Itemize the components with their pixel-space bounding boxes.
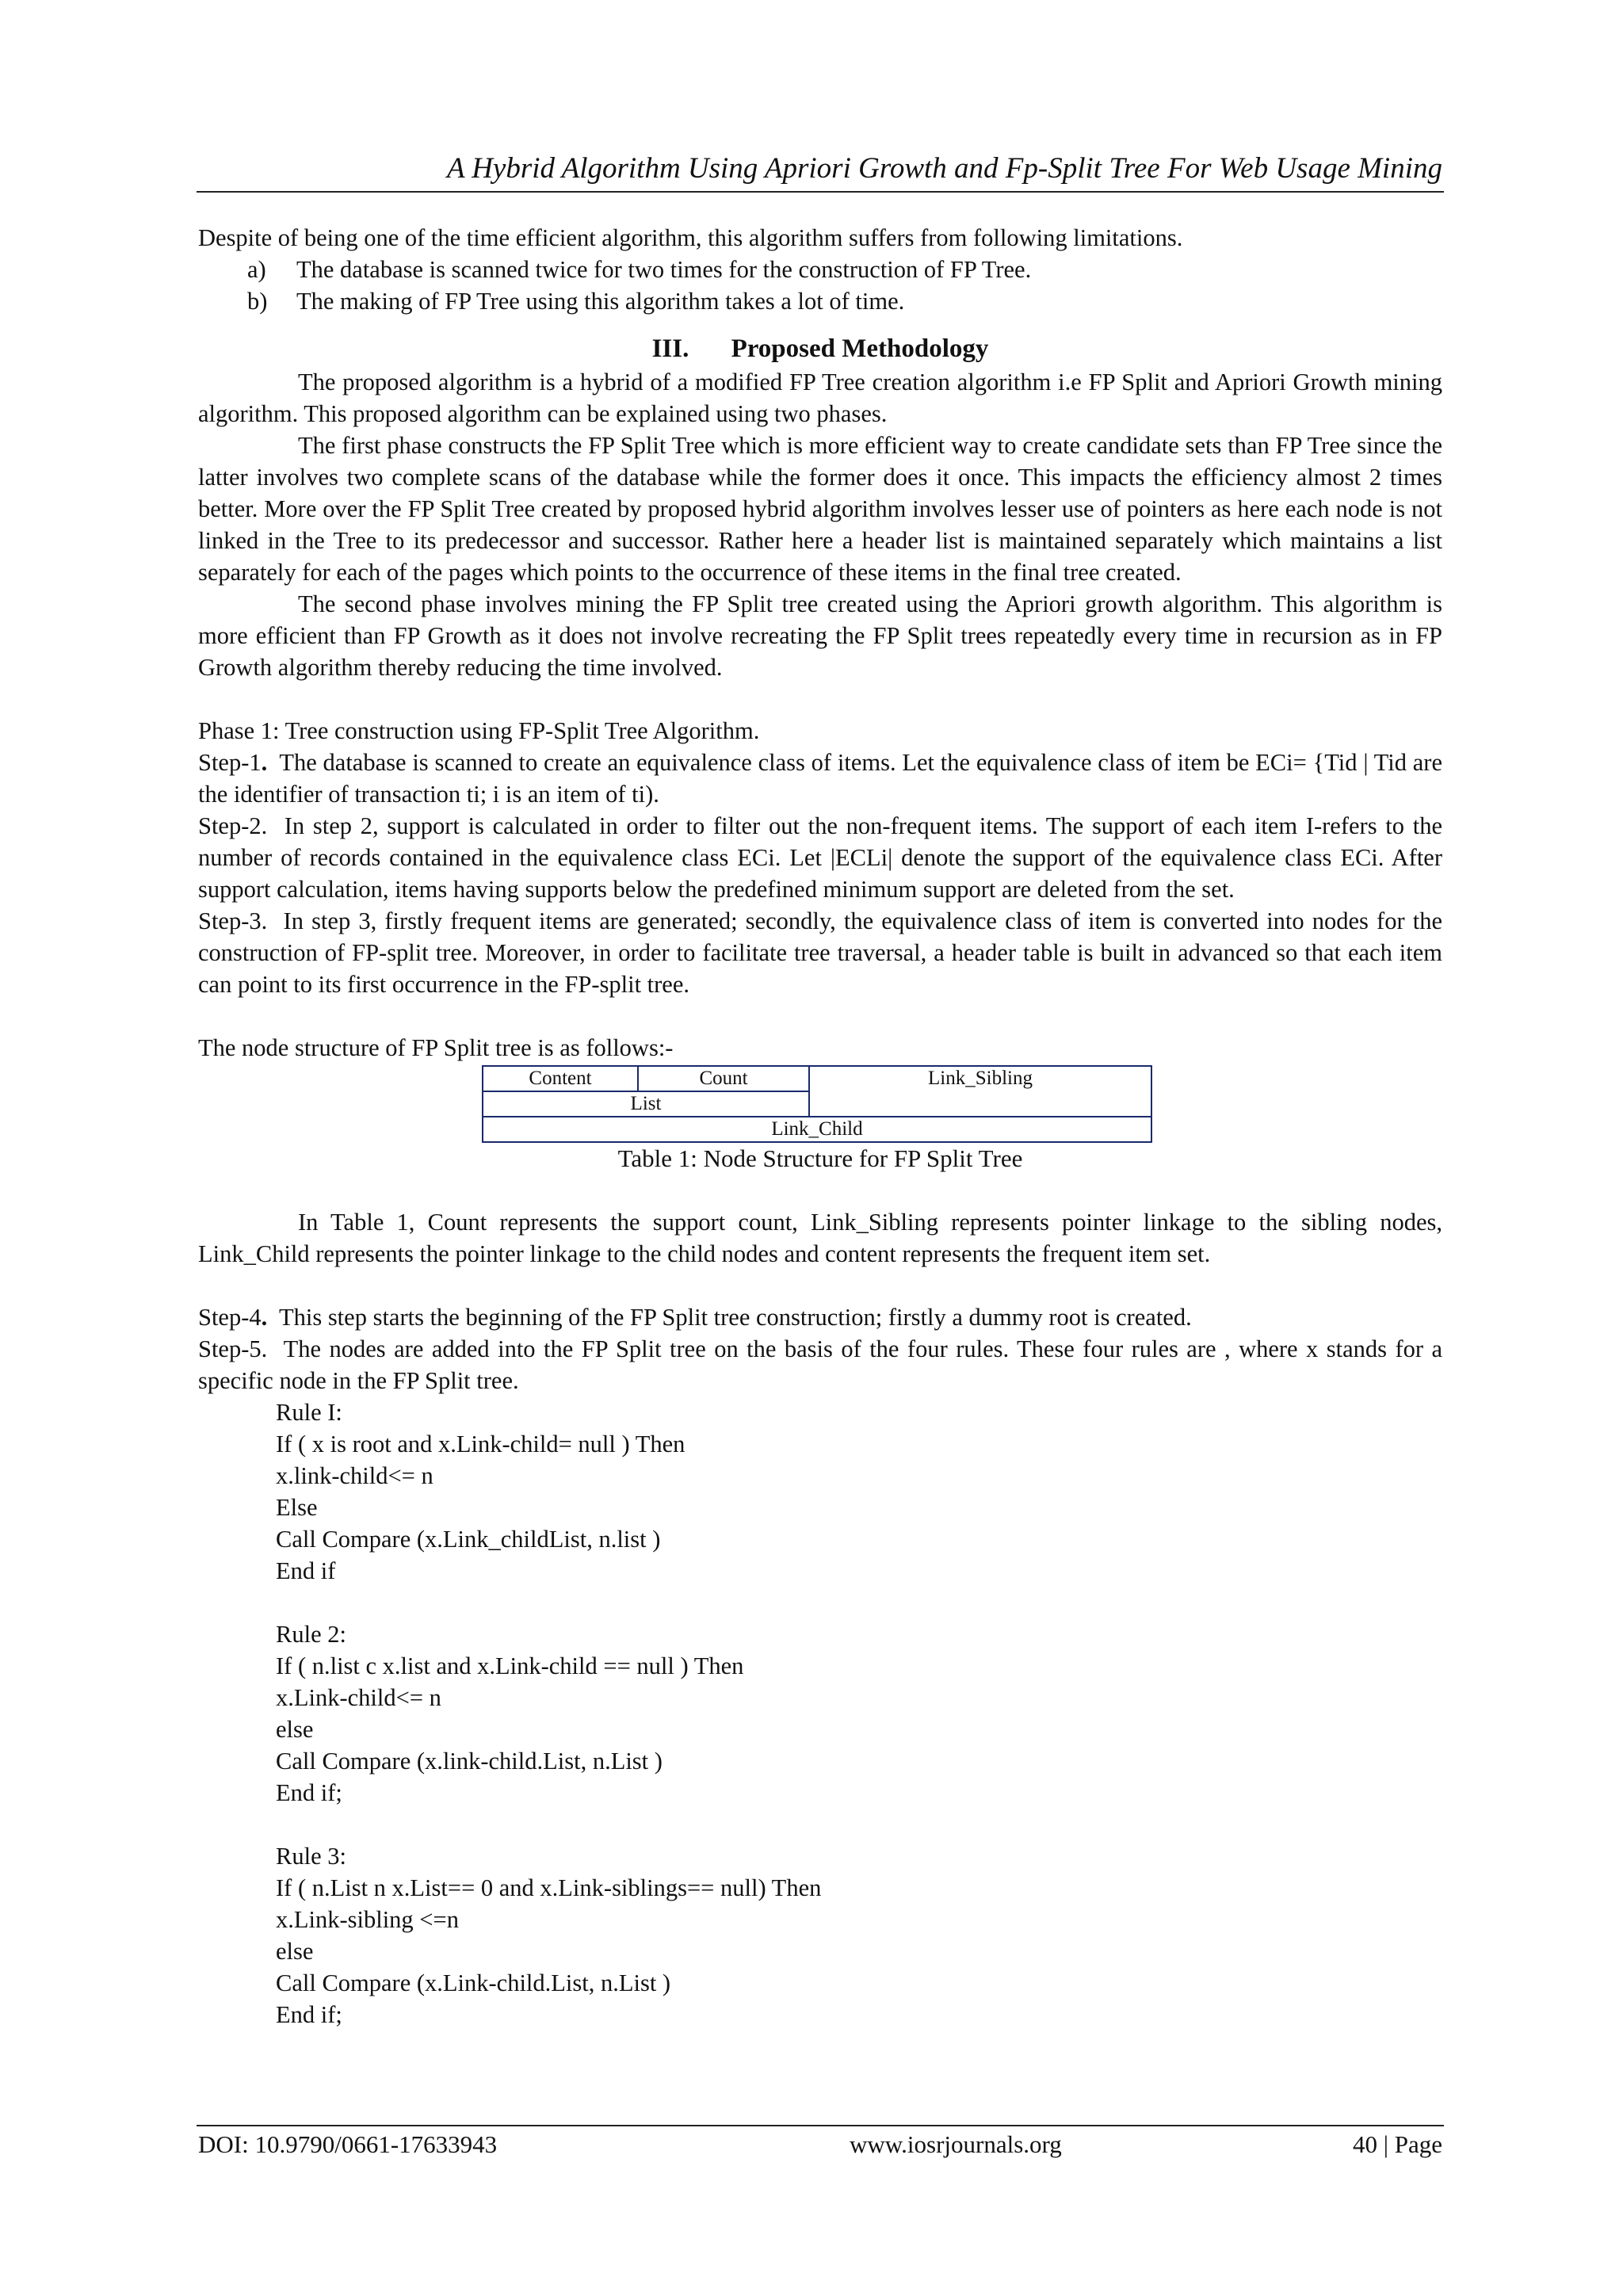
code-line: End if; — [276, 2001, 342, 2028]
code-line: Call Compare (x.Link_childList, n.list ) — [276, 1526, 661, 1553]
node-structure-table-wrap — [198, 1064, 1442, 1143]
code-line: x.Link-sibling <=n — [276, 1906, 459, 1933]
step-label: Step-3. — [198, 907, 268, 934]
table-cell: Link_Child — [483, 1117, 1151, 1142]
step-text: In step 2, support is calculated in order to filter out the non-frequent items. The support of each item I-refers to the number of records contained in the equivalence class ECi. Let |ECLi| denote the support of the equivalence class ECi. After support calculation, items having supports below the predefined minimum support are deleted from the set. — [198, 812, 1443, 903]
list-marker: b) — [247, 288, 268, 315]
page-number: 40 | Page — [1353, 2130, 1442, 2158]
step-paragraph — [198, 1333, 1442, 1396]
footer-rule — [197, 2125, 1444, 2126]
spacer — [198, 1587, 1442, 1618]
step-paragraph: Step-4. This step starts the beginning of the FP Split tree construction; firstly a dummy root is created. — [198, 1304, 1192, 1331]
code-line: End if — [276, 1557, 336, 1584]
spacer — [198, 683, 1442, 715]
table-cell: Count — [638, 1066, 809, 1091]
step-label: Step-5. — [198, 1335, 268, 1362]
code-line: If ( n.list c x.list and x.Link-child == null ) Then — [276, 1652, 744, 1679]
step-paragraph — [198, 905, 1442, 1000]
paragraph: The proposed algorithm is a hybrid of a modified FP Tree creation algorithm i.e FP Split and Apriori Growth mining algorithm. This proposed algorithm can be explained using two phases. — [198, 369, 1442, 427]
table-row — [483, 1066, 1151, 1091]
table-cell: Link_Sibling — [809, 1066, 1151, 1117]
table-cell: Content — [483, 1066, 638, 1091]
paragraph: The first phase constructs the FP Split Tree which is more efficient way to create candidate sets than FP Tree since the latter involves two complete scans of the database while the former does it once. This impacts the efficiency almost 2 times better. More over the FP Split Tree created by proposed hybrid algorithm involves lesser use of pointers as here each node is not linked in the Tree to its predecessor and successor. Rather here a header list is maintained separately which maintains a list separately for each of the pages which points to the occurrence of these items in the final tree created. — [198, 432, 1442, 586]
intro-paragraph: Despite of being one of the time efficient algorithm, this algorithm suffers from following limitations. — [198, 224, 1183, 251]
spacer — [198, 1809, 1442, 1840]
code-line: x.link-child<= n — [276, 1462, 433, 1489]
list-marker: a) — [247, 256, 266, 283]
code-line: else — [276, 1938, 314, 1965]
code-line: Call Compare (x.link-child.List, n.List ) — [276, 1748, 663, 1775]
step-label: Step-4 — [198, 1304, 262, 1331]
table-caption: Table 1: Node Structure for FP Split Tree — [617, 1144, 1023, 1172]
rule-block — [198, 1618, 1442, 1809]
spacer — [198, 1270, 1442, 1301]
section-heading — [198, 331, 1442, 366]
step-label: Step-1 — [198, 749, 262, 776]
limitation-item — [198, 254, 1442, 285]
table-cell: List — [483, 1091, 809, 1117]
node-structure-intro: The node structure of FP Split tree is as follows:- — [198, 1034, 674, 1061]
step-label: Step-2. — [198, 812, 268, 839]
code-line: End if; — [276, 1779, 342, 1806]
list-item-text: The making of FP Tree using this algorithm takes a lot of time. — [296, 288, 905, 315]
step-text: In step 3, firstly frequent items are generated; secondly, the equivalence class of item is converted into nodes for the construction of FP-split tree. Moreover, in order to facilitate tree traversal, a header table is built in advanced so that each item can point to its first occurrence in the FP-split tree. — [198, 907, 1443, 998]
node-structure-table — [482, 1065, 1152, 1143]
step-paragraph — [198, 810, 1442, 905]
code-line: If ( x is root and x.Link-child= null ) Then — [276, 1431, 685, 1457]
code-line: Rule I: — [276, 1399, 342, 1426]
section-title: Proposed Methodology — [731, 334, 989, 363]
step-paragraph: Step-1. The database is scanned to create an equivalence class of items. Let the equivalence class of item be ECi= {Tid | Tid are the identifier of transaction ti; i is an item of ti). — [198, 749, 1442, 808]
doi-text: DOI: 10.9790/0661-17633943 — [198, 2130, 498, 2158]
section-number: III. — [651, 334, 689, 363]
journal-url: www.iosrjournals.org — [850, 2130, 1062, 2158]
spacer — [198, 1175, 1442, 1206]
code-line: If ( n.List n x.List== 0 and x.Link-siblings== null) Then — [276, 1874, 822, 1901]
running-head: A Hybrid Algorithm Using Apriori Growth and Fp-Split Tree For Web Usage Mining — [447, 152, 1442, 185]
paragraph: In Table 1, Count represents the support count, Link_Sibling represents pointer linkage to the sibling nodes, Link_Child represents the pointer linkage to the child nodes and content represents the frequent item set. — [198, 1209, 1442, 1267]
step-text: This step starts the beginning of the FP Split tree construction; firstly a dummy root is created. — [278, 1304, 1192, 1331]
rule-block — [198, 1396, 1442, 1587]
phase-heading: Phase 1: Tree construction using FP-Split Tree Algorithm. — [198, 717, 760, 744]
limitation-item — [198, 285, 1442, 317]
header-rule — [197, 191, 1444, 193]
table-row — [483, 1117, 1151, 1142]
paragraph: The second phase involves mining the FP Split tree created using the Apriori growth algorithm. This algorithm is more efficient than FP Growth as it does not involve recreating the FP Split trees repeatedly every time in recursion as in FP Growth algorithm thereby reducing the time involved. — [198, 590, 1442, 681]
step-text: The nodes are added into the FP Split tree on the basis of the four rules. These four rules are , where x stands for a specific node in the FP Split tree. — [198, 1335, 1443, 1394]
spacer — [198, 1000, 1442, 1032]
main-body — [198, 222, 1442, 2030]
code-line: Rule 2: — [276, 1621, 346, 1648]
rule-block — [198, 1840, 1442, 2030]
code-line: Else — [276, 1494, 318, 1521]
step-text: The database is scanned to create an equivalence class of items. Let the equivalence class of item be ECi= {Tid | Tid are the identifier of transaction ti; i is an item of ti). — [198, 749, 1442, 808]
code-line: Rule 3: — [276, 1843, 346, 1870]
code-line: else — [276, 1716, 314, 1743]
list-item-text: The database is scanned twice for two times for the construction of FP Tree. — [296, 256, 1032, 283]
code-line: x.Link-child<= n — [276, 1684, 441, 1711]
code-line: Call Compare (x.Link-child.List, n.List ) — [276, 1969, 671, 1996]
